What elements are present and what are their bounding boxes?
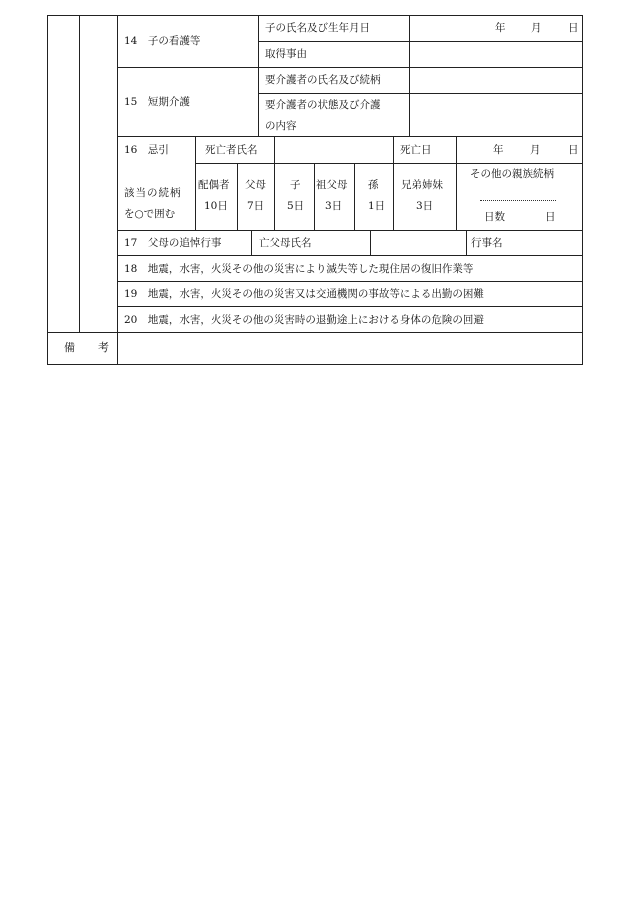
rule-left-inner xyxy=(79,15,80,332)
rule-17-18 xyxy=(118,255,583,256)
remarks-label: 備 考 xyxy=(64,341,115,354)
days-unit: 日 xyxy=(545,211,556,223)
rule-14-15-value xyxy=(409,15,410,137)
rule-16-name-end xyxy=(274,136,275,164)
other-relation-label: その他の親族続柄 xyxy=(470,168,554,180)
caree-status-label-2: の内容 xyxy=(265,120,297,132)
caree-name-relation-label: 要介護者の氏名及び続柄 xyxy=(265,74,381,86)
row16-label: 16 忌引 xyxy=(124,144,169,156)
rule-14-15 xyxy=(118,67,583,68)
rule-17-b xyxy=(370,230,371,256)
row14-label: 14 子の看護等 xyxy=(124,35,201,47)
relation-siblings-days: 3日 xyxy=(416,200,434,212)
relation-grandparents-days: 3日 xyxy=(325,200,343,212)
row18-label: 18 地震，水害，火災その他の災害により滅失等した現住居の復旧作業等 xyxy=(124,263,474,275)
relation-siblings: 兄弟姉妹 xyxy=(401,179,443,191)
rule-16-17 xyxy=(118,230,583,231)
rule-17-c xyxy=(466,230,467,256)
relation-parents: 父母 xyxy=(245,179,266,191)
remarks-field[interactable] xyxy=(118,333,582,364)
rule-15-mid xyxy=(259,93,583,94)
relation-grandchild-days: 1日 xyxy=(368,200,386,212)
rule-rel-1 xyxy=(237,163,238,231)
row19-label: 19 地震，水害，火災その他の災害又は交通機関の事故等による出勤の困難 xyxy=(124,288,484,300)
rule-bottom xyxy=(47,364,583,365)
rule-19-20 xyxy=(118,306,583,307)
child-name-dob-label: 子の氏名及び生年月日 xyxy=(265,22,370,34)
rule-15-16 xyxy=(118,136,583,137)
relation-spouse-days: 10日 xyxy=(204,200,228,212)
rule-rel-2 xyxy=(274,163,275,231)
deceased-parent-name-label: 亡父母氏名 xyxy=(259,237,312,249)
relation-grandchild: 孫 xyxy=(368,179,379,191)
row17-label: 17 父母の追悼行事 xyxy=(124,237,222,249)
row14-month: 月 xyxy=(531,22,542,34)
rule-16-label xyxy=(195,136,196,231)
circle-note-1: 該当の続柄 xyxy=(124,187,182,199)
row20-label: 20 地震，水害，火災その他の災害時の退勤途上における身体の危険の回避 xyxy=(124,314,484,326)
row16-month: 月 xyxy=(530,144,541,156)
caree-status-label-1: 要介護者の状態及び介護 xyxy=(265,99,381,111)
rule-left xyxy=(47,15,48,365)
row15-label: 15 短期介護 xyxy=(124,96,190,108)
rule-16-deathdate xyxy=(393,136,394,231)
row16-day: 日 xyxy=(568,144,579,156)
reason-label: 取得事由 xyxy=(265,48,307,60)
rule-16-mid xyxy=(196,163,583,164)
row14-day: 日 xyxy=(568,22,579,34)
relation-spouse: 配偶者 xyxy=(198,179,230,191)
rule-right xyxy=(582,15,583,365)
circle-note-2: を○で囲む xyxy=(124,208,176,220)
event-name-label: 行事名 xyxy=(471,237,503,249)
rule-top xyxy=(47,15,583,16)
other-relation-line xyxy=(480,200,556,201)
relation-grandparents: 祖父母 xyxy=(316,179,348,191)
rule-label-col xyxy=(117,15,118,365)
row14-year: 年 xyxy=(495,22,506,34)
days-label: 日数 xyxy=(484,211,505,223)
rule-14-15-split xyxy=(258,15,259,137)
rule-16-date xyxy=(456,136,457,231)
relation-child: 子 xyxy=(290,179,301,191)
deceased-name-label: 死亡者氏名 xyxy=(205,144,258,156)
rule-rel-4 xyxy=(354,163,355,231)
relation-parents-days: 7日 xyxy=(247,200,265,212)
death-date-label: 死亡日 xyxy=(400,144,432,156)
rule-rel-3 xyxy=(314,163,315,231)
rule-17-a xyxy=(251,230,252,256)
rule-14-mid xyxy=(259,41,583,42)
row16-year: 年 xyxy=(493,144,504,156)
rule-18-19 xyxy=(118,281,583,282)
relation-child-days: 5日 xyxy=(287,200,305,212)
